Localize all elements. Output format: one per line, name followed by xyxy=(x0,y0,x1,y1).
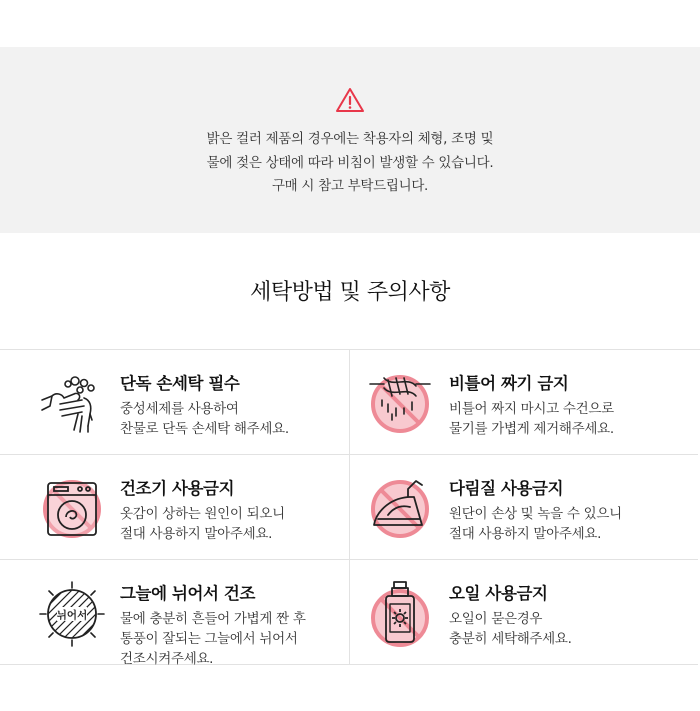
desc-line: 절대 사용하지 말아주세요. xyxy=(120,526,273,542)
care-item-hand-wash xyxy=(0,350,349,455)
desc-line: 물에 충분히 흔들어 가볍게 짠 후 xyxy=(120,611,306,627)
desc-line: 충분히 세탁해주세요. xyxy=(449,631,572,647)
notice-line: 밝은 컬러 제품의 경우에는 착용자의 체형, 조명 및 xyxy=(206,131,494,147)
desc-line: 옷감이 상하는 원인이 되오니 xyxy=(120,506,285,522)
desc-line: 원단이 손상 및 녹을 수 있으니 xyxy=(449,506,622,522)
care-grid xyxy=(0,349,700,686)
desc-line: 찬물로 단독 손세탁 해주세요. xyxy=(120,421,289,437)
notice-line: 물에 젖은 상태에 따라 비침이 발생할 수 있습니다. xyxy=(206,154,494,171)
desc-line: 절대 사용하지 말아주세요. xyxy=(449,526,602,542)
care-item-title: 단독 손세탁 필수 xyxy=(120,374,240,393)
care-item-title: 건조기 사용금지 xyxy=(120,479,235,498)
care-item-no-oil xyxy=(349,560,698,665)
desc-line: 통풍이 잘되는 그늘에서 뉘어서 xyxy=(120,631,298,647)
care-item-desc xyxy=(449,399,614,439)
no-iron-icon xyxy=(366,475,434,543)
care-item-desc xyxy=(120,504,285,544)
care-item-title: 비틀어 짜기 금지 xyxy=(449,374,569,393)
no-tumble-dry-icon xyxy=(38,475,106,543)
desc-line: 물기를 가볍게 제거해주세요. xyxy=(449,421,614,437)
hand-wash-icon xyxy=(38,370,106,438)
warning-triangle-icon xyxy=(335,87,365,113)
care-item-desc xyxy=(120,399,289,439)
notice-line: 구매 시 참고 부탁드립니다. xyxy=(271,178,429,194)
care-item-no-wringing xyxy=(349,350,698,455)
no-oil-icon xyxy=(366,580,434,648)
notice-box xyxy=(0,47,700,233)
care-item-title: 오일 사용금지 xyxy=(449,584,548,603)
desc-line: 비틀어 짜지 마시고 수건으로 xyxy=(449,401,614,417)
shade-dry-icon-label: 뉘어서 xyxy=(56,609,88,622)
care-item-desc xyxy=(449,609,572,649)
notice-text xyxy=(0,128,700,199)
care-item-shade-dry xyxy=(0,560,349,665)
desc-line: 건조시켜주세요. xyxy=(120,651,214,667)
desc-line: 중성세제를 사용하여 xyxy=(120,401,239,417)
care-item-no-iron xyxy=(349,455,698,560)
desc-line: 오일이 묻은경우 xyxy=(449,611,543,627)
no-wringing-icon xyxy=(366,370,434,438)
section-title: 세탁방법 및 주의사항 xyxy=(250,280,450,305)
care-item-no-tumble-dry xyxy=(0,455,349,560)
care-item-title: 그늘에 뉘어서 건조 xyxy=(120,584,256,603)
care-item-desc xyxy=(120,609,306,669)
care-item-desc xyxy=(449,504,622,544)
shade-dry-icon xyxy=(38,580,106,648)
care-item-title: 다림질 사용금지 xyxy=(449,479,564,498)
